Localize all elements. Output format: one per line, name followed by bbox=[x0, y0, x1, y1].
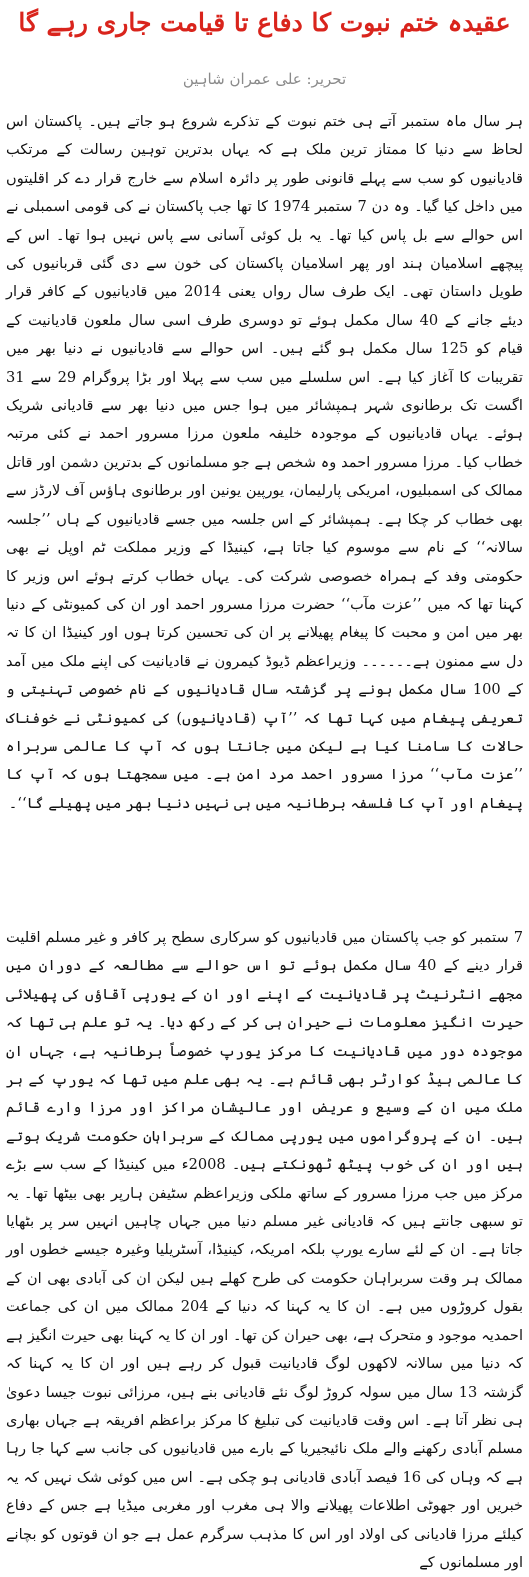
article-paragraph-1: ہر سال ماہ ستمبر آتے ہی ختم نبوت کے تذکرے شروع ہو جاتے ہیں۔ پاکستان اس لحاظ سے دنیا کا ممتاز ترین ملک ہے کہ یہاں بدترین توہین رسالت کے مرتکب قادیانیوں کو سب سے پہلے قانونی طور پر دائرہ اسلام سے خارج قرار دے کر اقلیتوں میں داخل کیا گیا۔ وہ دن 7 ستمبر 1974 کا تھا جب پاکستان نے کی قومی اسمبلی نے اس حوالے سے بل پاس کیا تھا۔ یہ بل کوئی آسانی سے پاس نہیں ہوا تھا۔ اس کے پیچھے اسلامیان ہند اور پھر اسلامیان پاکستان کی خون سے دی گئی قربانیوں کی طویل داستان تھی۔ ایک طرف سال رواں یعنی 2014 میں قادیانیوں کے کافر قرار دیئے جانے کے 40 سال مکمل ہوئے تو دوسری طرف اسی سال ملعون قادیانیت کے قیام کو 125 سال مکمل ہو گئے ہیں۔ اس حوالے سے قادیانیوں نے دنیا بھر میں تقریبات کا آغاز کیا ہے۔ اس سلسلے میں سب سے پہلا اور بڑا پروگرام 29 سے 31 اگست تک برطانوی شہر ہمپشائر میں ہوا جس میں دنیا بھر سے قادیانی شریک ہوئے۔ یہاں قادیانیوں کے موجودہ خلیفہ ملعون مرزا مسرور احمد نے کئی مرتبہ خطاب کیا۔ مرزا مسرور احمد وہ شخص ہے جو مسلمانوں کے بدترین دشمن اور قاتل ممالک کی اسمبلیوں، امریکی پارلیمان، یورپین یونین اور برطانوی ہاؤس آف لارڈز سے بھی خطاب کر چکا ہے۔ ہمپشائر کے اس جلسہ میں جسے قادیانیوں کے ہاں ’’جلسہ سالانہ‘‘ کے نام سے موسوم کیا جاتا ہے، کینیڈا کے وزیر مملکت ٹم اوپل نے بھی حکومتی وفد کے ہمراہ خصوصی شرکت کی۔ یہاں خطاب کرتے ہوئے اس وزیر کا کہنا تھا کہ میں ’’عزت مآب‘‘ حضرت مرزا مسرور احمد اور ان کی کمیونٹی کے دنیا بھر میں امن و محبت کا پیغام پھیلانے پر ان کی تحسین کرتا ہوں اور کینیڈا ان کا تہ دل سے ممنون ہے۔۔۔۔۔۔ وزیراعظم ڈیوڈ کیمرون نے قادیانیت کی اپنے ملک میں آمد کے 100 سال مکمل ہونے پر گزشتہ سال قادیانیوں کے نام خصوصی تہنیتی و تعریفی پیغام میں کہا تھا کہ ’’آپ (قادیانیوں) کی کمیونٹی نے خوفناک حالات کا سامنا کیا ہے لیکن میں جانتا ہوں کہ آپ کا عالمی سربراہ ’’عزت مآب‘‘ مرزا مسرور احمد مرد امن ہے۔ میں سمجھتا ہوں کہ آپ کا پیغام اور آپ کا فلسفہ برطانیہ میں ہی نہیں دنیا بھر میں پھیلے گا‘‘۔ bbox=[6, 113, 524, 812]
article bbox=[0, 6, 529, 1571]
article-byline: تحریر: علی عمران شاہین bbox=[182, 70, 347, 88]
article-headline: عقیدہ ختم نبوت کا دفاع تا قیامت جاری رہے گا bbox=[18, 8, 511, 37]
article-paragraph-2: 7 ستمبر کو جب پاکستان میں قادیانیوں کو سرکاری سطح پر کافر و غیر مسلم اقلیت قرار دینے کے 40 سال مکمل ہوئے تو اس حوالے سے مطالعہ کے دوران میں مجھے انٹرنیٹ پر قادیانیت کے اپنے اور ان کے یورپی آقاؤں کی پھیلائی حیرت انگیز معلومات نے حیران ہی کر کے رکھ دیا۔ یہ تو علم ہی تھا کہ موجودہ دور میں قادیانیت کا مرکز یورپ خصوصاً برطانیہ ہے، جہاں ان کا عالمی ہیڈ کوارٹر بھی قائم ہے۔ یہ بھی علم میں تھا کہ یورپ کے ہر ملک میں ان کے وسیع و عریض اور عالیشان مراکز اور مرزا وارے قائم ہیں۔ ان کے پروگراموں میں یورپی ممالک کے سربراہان حکومت شریک ہوتے ہیں اور ان کی خوب پیٹھ ٹھونکتے ہیں۔ 2008ء میں کینیڈا کے سب سے بڑے مرکز میں جب مرزا مسرور کے ساتھ ملکی وزیراعظم سٹیفن ہارپر بھی بیٹھا تھا۔ یہ تو سبھی جانتے ہیں کہ قادیانی غیر مسلم دنیا میں جہاں چاہیں انہیں سر پر بٹھایا جاتا ہے۔ ان کے لئے سارے یورپ بلکہ امریکہ، کینیڈا، آسٹریلیا وغیرہ جیسے خطوں اور ممالک ہر وقت سربراہان حکومت کی طرح کھلے ہیں لیکن ان کی آبادی بھی ان کے بقول کروڑوں میں ہے۔ ان کا یہ کہنا کہ دنیا کے 204 ممالک میں ان کی جماعت احمدیہ موجود و متحرک ہے، بھی حیران کن تھا۔ اور ان کا یہ کہنا بھی حیرت انگیز ہے کہ دنیا میں سالانہ لاکھوں لوگ قادیانیت قبول کر رہے ہیں اور ان کا یہ کہنا کہ گزشتہ 13 سال میں سولہ کروڑ لوگ نئے قادیانی بنے ہیں، مرزائی نبوت جیسا دعویٰ ہی نظر آتا ہے۔ اس وقت قادیانیت کی تبلیغ کا مرکز براعظم افریقہ ہے جہاں بھاری مسلم آبادی رکھنے والے ملک نائیجیریا کے بارے میں قادیانیوں کی جانب سے کہا جا رہا ہے کہ وہاں کی 16 فیصد آبادی قادیانی ہو چکی ہے۔ اس میں کوئی شک نہیں کہ یہ خبریں اور جھوٹی اطلاعات پھیلانے والا ہی مغرب اور مغربی میڈیا ہے جس کے دفاع کیلئے مرزا قادیانی کی اولاد اور اس کا مذہب سرگرم عمل ہے جو ان قوتوں کو بچانے اور مسلمانوں کے bbox=[6, 929, 524, 1571]
article-body bbox=[6, 108, 524, 1571]
